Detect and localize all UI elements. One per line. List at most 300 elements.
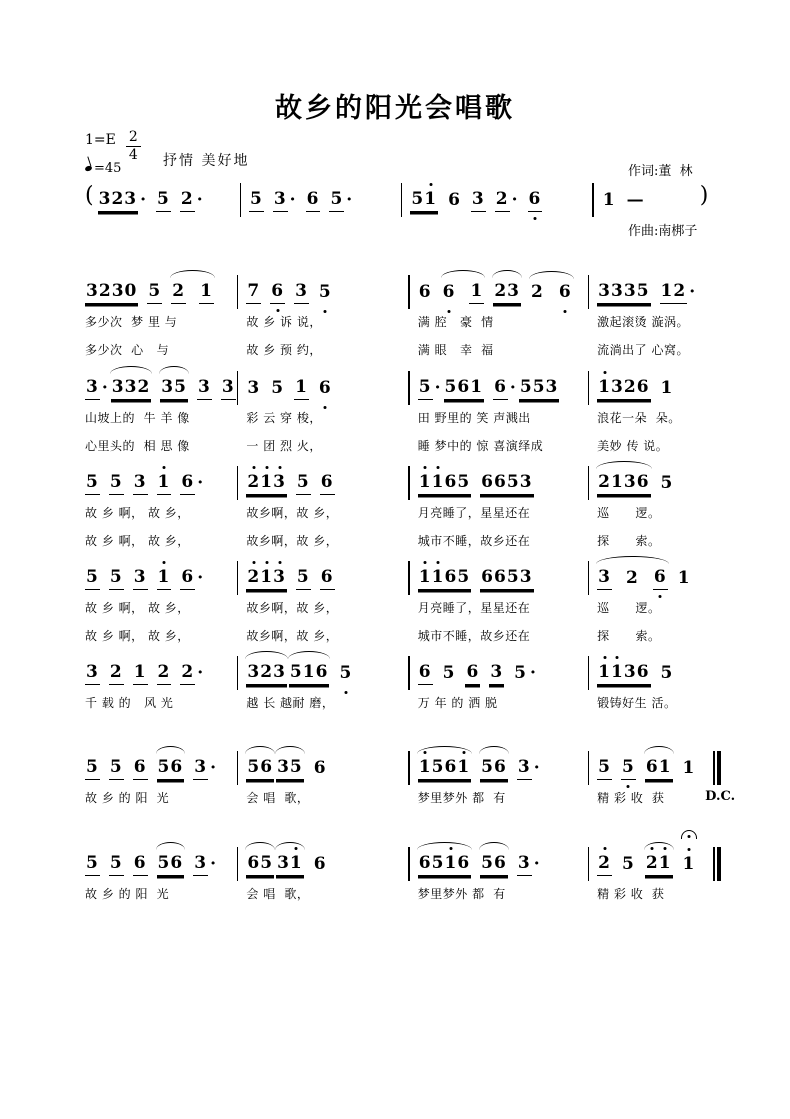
close-paren: ) xyxy=(699,183,709,208)
octave-down-dot xyxy=(324,406,327,409)
note-char: 6 xyxy=(133,853,147,873)
note xyxy=(597,662,650,685)
note-char: 1 xyxy=(302,662,316,682)
note-char: 5 xyxy=(289,662,303,682)
note-digits xyxy=(171,281,186,304)
note-char: 3 xyxy=(519,567,533,587)
measure xyxy=(98,186,240,212)
note xyxy=(480,853,508,876)
note-digits xyxy=(85,567,100,590)
expression-marking: 抒情 美好地 xyxy=(163,153,250,169)
note-char: 3 xyxy=(277,757,290,777)
note-char: 6 xyxy=(481,472,494,492)
note xyxy=(318,282,333,304)
octave-up-dot xyxy=(437,466,440,469)
note-digits xyxy=(660,378,675,400)
note xyxy=(85,662,100,685)
note xyxy=(597,567,612,590)
note xyxy=(193,853,217,876)
note-group xyxy=(597,853,612,876)
augmentation-dot: · xyxy=(509,378,516,398)
note xyxy=(597,853,612,876)
measure-notes xyxy=(98,186,240,212)
note-char: 3 xyxy=(611,281,624,301)
note-group xyxy=(329,189,353,212)
note xyxy=(519,377,560,400)
lyricist-credit: 作词:董 林 xyxy=(628,164,693,179)
measure xyxy=(597,659,707,711)
note xyxy=(489,662,504,685)
note-digits xyxy=(660,281,688,304)
note xyxy=(660,473,675,495)
note-group xyxy=(480,853,508,876)
note-group xyxy=(442,281,485,304)
note-group xyxy=(157,472,172,495)
note-digits xyxy=(246,281,261,304)
note-group xyxy=(246,567,287,590)
note-char: 2 xyxy=(623,377,637,397)
note-group xyxy=(133,567,148,590)
note-char: 3 xyxy=(507,281,520,301)
note-digits xyxy=(276,853,304,876)
note-digits xyxy=(294,377,309,400)
note-group xyxy=(109,567,124,590)
note-char: 3 xyxy=(623,472,637,492)
slur-icon xyxy=(417,746,472,754)
note-digits xyxy=(442,282,457,304)
barline xyxy=(408,561,409,595)
note xyxy=(289,662,330,685)
measure xyxy=(597,278,707,358)
note-char: 6 xyxy=(271,281,284,301)
lyric-line-2: 多少次 心 与 xyxy=(85,343,170,357)
note-char: 6 xyxy=(494,757,507,777)
note-char: 5 xyxy=(457,567,471,587)
note xyxy=(157,757,185,780)
note-digits xyxy=(480,853,508,876)
note xyxy=(602,190,617,212)
lyric-line-1: 月亮睡了，星星还在 xyxy=(417,506,531,520)
note-char: 1 xyxy=(658,757,672,777)
note xyxy=(296,472,311,495)
note-char: 1 xyxy=(659,853,672,873)
measure xyxy=(418,278,588,358)
note-char: 5 xyxy=(481,757,494,777)
note xyxy=(306,189,321,212)
note-group xyxy=(410,189,438,212)
lyric-line-1: 浪花一朵 朵。 xyxy=(597,411,681,425)
lyric-line-1: 梦里梦外 都 有 xyxy=(417,791,506,805)
note-char: 5 xyxy=(271,378,285,398)
note-char: 2 xyxy=(98,281,112,301)
note-group xyxy=(109,472,124,495)
note xyxy=(157,662,172,685)
measure-notes xyxy=(85,278,237,304)
augmentation-dot: · xyxy=(289,190,296,210)
note-digits xyxy=(270,281,285,304)
slur-icon xyxy=(156,842,186,850)
note-char: 5 xyxy=(506,567,520,587)
augmentation-dot: · xyxy=(511,190,518,210)
note-char: 3 xyxy=(598,281,612,301)
note-group xyxy=(318,378,333,400)
note-char: 6 xyxy=(444,567,458,587)
lyric-line-1: 会 唱 歌， xyxy=(246,887,310,901)
note-group xyxy=(597,662,650,685)
note-char: 5 xyxy=(157,757,171,777)
lyric-line-2: 美妙 传 说。 xyxy=(597,439,669,453)
note-char: 2 xyxy=(494,281,508,301)
note-group xyxy=(276,853,304,876)
note-char: 2 xyxy=(109,662,123,682)
note-char: 6 xyxy=(247,853,261,873)
note-char: 6 xyxy=(181,567,195,587)
note-group xyxy=(597,567,668,590)
note-group xyxy=(418,853,471,876)
note-char: 6 xyxy=(457,377,471,397)
key-signature: 1=E xyxy=(85,132,116,148)
lyric-line-1: 故乡啊，故 乡， xyxy=(246,506,339,520)
note-digits xyxy=(147,281,162,304)
note-group xyxy=(418,757,471,780)
note xyxy=(660,281,697,304)
barline xyxy=(237,371,238,405)
note xyxy=(160,377,188,400)
note-char: 5 xyxy=(109,853,123,873)
score-line-6 xyxy=(85,754,736,806)
note-digits xyxy=(471,189,486,212)
note-char: 1 xyxy=(419,757,432,777)
note xyxy=(493,377,517,400)
note-group xyxy=(133,757,148,780)
augmentation-dot: · xyxy=(210,854,216,874)
note-char: 3 xyxy=(133,567,147,587)
slur-icon xyxy=(644,842,674,850)
note-char: 5 xyxy=(86,472,99,492)
note-digits xyxy=(621,757,636,780)
measure-notes xyxy=(597,850,707,876)
note xyxy=(621,757,636,780)
note-digits xyxy=(289,662,330,685)
note-char: 3 xyxy=(598,567,612,587)
measure-notes xyxy=(246,564,408,590)
note xyxy=(558,282,573,304)
note-digits xyxy=(495,189,510,212)
note-digits xyxy=(249,189,264,212)
barline-thick xyxy=(717,847,721,881)
note-char: 1 xyxy=(660,378,674,398)
score-line-1 xyxy=(85,278,707,358)
note-digits xyxy=(660,663,675,685)
note xyxy=(199,281,214,304)
note xyxy=(410,189,438,212)
note-digits xyxy=(682,854,697,876)
octave-up-dot xyxy=(616,656,619,659)
barline xyxy=(237,751,238,785)
note-char: 6 xyxy=(313,854,327,874)
slur-icon xyxy=(110,366,153,374)
note-char: 5 xyxy=(174,377,187,397)
augmentation-dot: · xyxy=(101,378,108,398)
note xyxy=(626,190,646,212)
note-char: 5 xyxy=(319,282,332,302)
note xyxy=(270,378,285,400)
note-digits xyxy=(418,567,471,590)
note-group xyxy=(517,853,541,876)
augmentation-dot: · xyxy=(140,190,147,210)
note-char: 5 xyxy=(444,377,458,397)
note xyxy=(246,662,287,685)
note xyxy=(85,853,100,876)
note-group xyxy=(660,378,675,400)
barline-thin xyxy=(713,847,714,881)
note-char: 3 xyxy=(623,281,637,301)
measure-notes xyxy=(597,278,707,304)
note-char: 1 xyxy=(424,189,437,209)
note-group xyxy=(493,281,521,304)
time-signature-denominator: 4 xyxy=(128,147,138,163)
note-digits xyxy=(493,281,521,304)
octave-down-dot xyxy=(276,309,279,312)
note-char: 3 xyxy=(623,662,637,682)
note xyxy=(294,281,309,304)
measure xyxy=(85,564,237,644)
note-char: 6 xyxy=(494,853,507,873)
octave-up-dot xyxy=(687,848,690,851)
augmentation-dot: · xyxy=(197,568,204,588)
lyric-line-2: 城市不睡，故乡还在 xyxy=(417,629,531,643)
lyric-line-2: 故乡啊，故 乡， xyxy=(246,534,339,548)
note xyxy=(597,377,650,400)
note-char: 5 xyxy=(514,663,527,683)
note-digits xyxy=(109,853,124,876)
lyric-line-1: 故 乡 诉 说， xyxy=(246,315,322,329)
measure-notes xyxy=(597,564,707,590)
note-char: 2 xyxy=(531,282,544,302)
note-char: 6 xyxy=(529,189,542,209)
note-group xyxy=(133,853,148,876)
note xyxy=(495,189,519,212)
note-group xyxy=(180,662,204,685)
note-char: 3 xyxy=(517,853,531,873)
note-digits xyxy=(418,853,471,876)
time-signature xyxy=(126,130,141,162)
slur-icon xyxy=(245,651,288,659)
octave-up-dot xyxy=(162,561,165,564)
note-char: 1 xyxy=(158,567,171,587)
note-digits xyxy=(270,378,285,400)
note-char: 2 xyxy=(247,567,260,587)
note-digits xyxy=(109,567,124,590)
note-digits xyxy=(469,281,484,304)
note-digits xyxy=(517,853,532,876)
note-char: 2 xyxy=(137,377,151,397)
octave-up-dot xyxy=(603,656,606,659)
note xyxy=(625,568,640,590)
note-digits xyxy=(160,377,188,400)
note-digits xyxy=(645,853,673,876)
measure-notes xyxy=(418,469,588,495)
note-char: 5 xyxy=(506,472,520,492)
note xyxy=(197,377,212,400)
note-group xyxy=(171,281,214,304)
note-group xyxy=(109,757,124,780)
measure-notes xyxy=(597,754,707,780)
note-group xyxy=(109,662,124,685)
note-digits xyxy=(157,853,185,876)
note-group xyxy=(530,282,573,304)
note-char: 2 xyxy=(646,853,659,873)
note-char: 1 xyxy=(295,377,308,397)
note-digits xyxy=(558,282,573,304)
note-digits xyxy=(157,757,185,780)
note-digits xyxy=(677,568,692,590)
lyric-line-1: 精 彩 收 获 xyxy=(597,887,665,901)
lyric-line-1: 越 长 越耐 磨， xyxy=(246,696,335,710)
note-group xyxy=(471,189,486,212)
note xyxy=(221,377,236,400)
note-char: 5 xyxy=(109,472,123,492)
note xyxy=(171,281,186,304)
measure-notes xyxy=(85,374,237,400)
note-char: 6 xyxy=(466,662,480,682)
octave-up-dot xyxy=(278,561,281,564)
note-char: 3 xyxy=(277,853,290,873)
note-char: 1 xyxy=(457,757,470,777)
barline-thick xyxy=(717,751,721,785)
note xyxy=(109,853,124,876)
lyric-line-2: 心里头的 相 思 像 xyxy=(85,439,190,453)
note xyxy=(480,472,533,495)
note-char: 1 xyxy=(611,662,624,682)
lyric-line-1: 故乡啊，故 乡， xyxy=(246,601,339,615)
note-char: 5 xyxy=(86,853,99,873)
note-group xyxy=(442,663,457,685)
score-line-intro xyxy=(85,183,709,217)
note-char: 6 xyxy=(443,282,456,302)
slur-icon xyxy=(417,842,472,850)
note xyxy=(645,757,673,780)
note-digits xyxy=(513,663,528,685)
note xyxy=(193,757,217,780)
note xyxy=(469,281,484,304)
note-digits xyxy=(180,662,195,685)
note-digits xyxy=(133,757,148,780)
note-char: 5 xyxy=(339,663,352,683)
lyric-line-2: 城市不睡，故乡还在 xyxy=(417,534,531,548)
note-char: 5 xyxy=(157,189,170,209)
note-group xyxy=(313,758,328,780)
measure xyxy=(246,659,408,711)
octave-up-dot xyxy=(252,466,255,469)
note-char: 1 xyxy=(419,567,432,587)
note-group xyxy=(98,189,147,212)
note-group xyxy=(296,567,311,590)
note-group xyxy=(660,281,697,304)
measure-notes xyxy=(418,564,588,590)
measure-notes xyxy=(418,850,588,876)
note-char: 6 xyxy=(636,662,650,682)
octave-down-dot xyxy=(533,217,536,220)
note-char: 3 xyxy=(471,189,485,209)
note xyxy=(320,472,335,495)
note-digits xyxy=(199,281,214,304)
note-char: 2 xyxy=(598,472,612,492)
note-digits xyxy=(660,473,675,495)
measure xyxy=(246,754,408,806)
note xyxy=(418,472,471,495)
note-digits xyxy=(480,567,533,590)
note-char: 1 xyxy=(432,567,445,587)
note xyxy=(682,854,697,876)
barline xyxy=(237,466,238,500)
lyric-line-1: 激起滚烫 漩涡。 xyxy=(597,315,689,329)
note-digits xyxy=(320,472,335,495)
octave-up-dot xyxy=(603,847,606,850)
note-digits xyxy=(447,190,462,212)
barline xyxy=(588,847,589,881)
note-char: 1 xyxy=(200,281,213,301)
augmentation-dot: · xyxy=(197,663,204,683)
note xyxy=(270,281,285,304)
barline xyxy=(240,183,241,217)
lyric-line-1: 巡 逻。 xyxy=(597,601,661,615)
note-group xyxy=(246,662,287,685)
note-char: 1 xyxy=(660,281,674,301)
page-title: 故乡的阳光会唱歌 xyxy=(275,93,515,124)
note-char: 5 xyxy=(249,189,263,209)
measure-notes xyxy=(246,850,408,876)
note-group xyxy=(597,472,650,495)
note-group xyxy=(597,281,650,304)
note-digits xyxy=(246,757,274,780)
measure-notes xyxy=(85,659,237,685)
note-group xyxy=(180,189,204,212)
note xyxy=(273,189,297,212)
note-char: 6 xyxy=(636,472,650,492)
note xyxy=(513,663,537,685)
note xyxy=(246,757,274,780)
lyric-line-1: 故 乡 的 阳 光 xyxy=(85,791,170,805)
lyric-line-1: 山坡上的 牛 羊 像 xyxy=(85,411,190,425)
note-group xyxy=(246,757,274,780)
note-char: 6 xyxy=(636,377,650,397)
note-digits xyxy=(626,190,646,212)
note-char: 3 xyxy=(295,281,308,301)
note xyxy=(157,472,172,495)
note-char: 1 xyxy=(158,472,171,492)
note-char: 5 xyxy=(418,377,432,397)
note-digits xyxy=(133,662,148,685)
augmentation-dot: · xyxy=(210,758,216,778)
note-digits xyxy=(85,281,138,304)
note-char: 6 xyxy=(313,758,327,778)
measure-notes xyxy=(85,564,237,590)
note-digits xyxy=(85,662,100,685)
note-char: 5 xyxy=(519,377,533,397)
measure xyxy=(246,564,408,644)
lyric-line-2: 满 眼 幸 福 xyxy=(417,343,494,357)
note-char: 3 xyxy=(111,377,125,397)
note xyxy=(156,189,171,212)
measure xyxy=(418,850,588,902)
note-group xyxy=(677,568,692,590)
note-group xyxy=(447,190,462,212)
note-char: 6 xyxy=(481,567,494,587)
lyric-line-1: 万 年 的 洒 脱 xyxy=(417,696,498,710)
note xyxy=(597,281,650,304)
note-char: 2 xyxy=(673,281,687,301)
